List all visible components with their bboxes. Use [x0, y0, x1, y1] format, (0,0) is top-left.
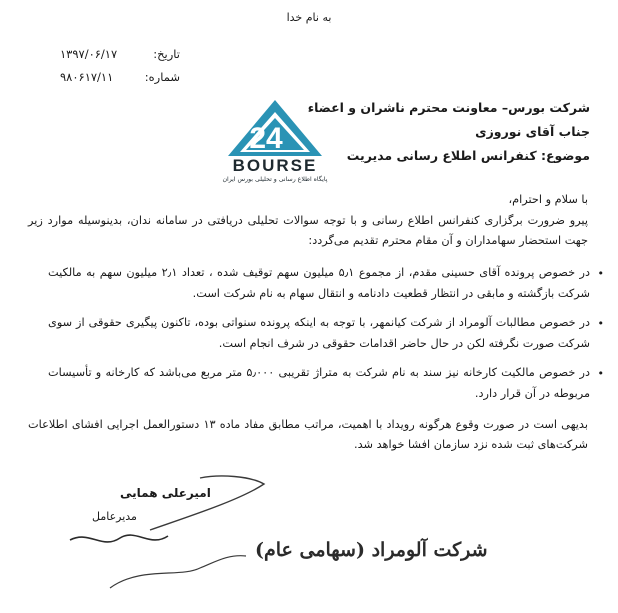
subject-line: موضوع: کنفرانس اطلاع رسانی مدیریت — [346, 148, 590, 163]
stamp-text: شرکت آلومراد (سهامی عام) — [255, 539, 488, 561]
list-item-text: در خصوص مالکیت کارخانه نیز سند به نام شرکت به متراژ تقریبی ۵٫۰۰۰ متر مربع می‌باشد که کارخانه و تأسیسات مربوطه در آن قرار دارد. — [48, 366, 590, 400]
list-item — [48, 262, 604, 304]
greeting: با سلام و احترام، — [508, 193, 588, 206]
logo-numeral: 24 — [249, 122, 283, 155]
number-value: ۹۸۰۶۱۷/۱۱ — [60, 70, 114, 84]
number-label: شماره: — [144, 70, 180, 84]
intro-paragraph: پیرو ضرورت برگزاری کنفرانس اطلاع رسانی و با توجه سوالات تحلیلی دریافتی در سامانه ندان، بدینوسیله موارد زیر جهت استحضار سهامداران و آن مقام محترم تقدیم می‌گردد: — [28, 214, 588, 247]
addressee-line2: جناب آقای نوروزی — [475, 124, 590, 139]
list-item-text: در خصوص مطالبات آلومراد از شرکت کیانمهر، با توجه به اینکه پرونده سنواتی بوده، تاکنون پیگیری حقوقی از سوی شرکت صورت نگرفته لکن در حال حاضر اقدامات حقوقی در شرف انجام است. — [48, 316, 590, 350]
date-value: ۱۳۹۷/۰۶/۱۷ — [60, 47, 118, 61]
closing-paragraph: بدیهی است در صورت وقوع هرگونه رویداد با اهمیت، مراتب مطابق مفاد ماده ۱۳ دستورالعمل اجرایی افشای اطلاعات شرکت‌های ثبت شده نزد سازمان افشا خواهد شد. — [28, 418, 588, 451]
signature-stroke — [150, 476, 264, 530]
logo-wordmark: BOURSE — [232, 156, 318, 175]
bullet-icon: • — [597, 267, 604, 280]
signer-role: مدیرعامل — [92, 510, 137, 523]
list-item-text: در خصوص پرونده آقای حسینی مقدم، از مجموع ۵٫۱ میلیون سهم توقیف شده ، تعداد ۲٫۱ میلیون سهم به مالکیت شرکت بازگشته و مابقی در انتظار قطعیت دادنامه و انتقال سهام به نام شرکت است. — [48, 266, 590, 300]
addressee-line1: شرکت بورس– معاونت محترم ناشران و اعضاء — [307, 100, 590, 115]
date-line — [60, 47, 180, 61]
date-label: تاریخ: — [153, 47, 180, 61]
signer-name: امیرعلی همایی — [120, 486, 211, 500]
bullet-icon: • — [597, 317, 604, 330]
bullet-icon: • — [597, 367, 604, 380]
number-line — [60, 70, 180, 84]
logo-caption: پایگاه اطلاع رسانی و تحلیلی بورس ایران — [222, 176, 328, 183]
list-item — [48, 362, 604, 404]
basmala: به نام خدا — [286, 11, 332, 24]
list-item — [48, 312, 604, 354]
